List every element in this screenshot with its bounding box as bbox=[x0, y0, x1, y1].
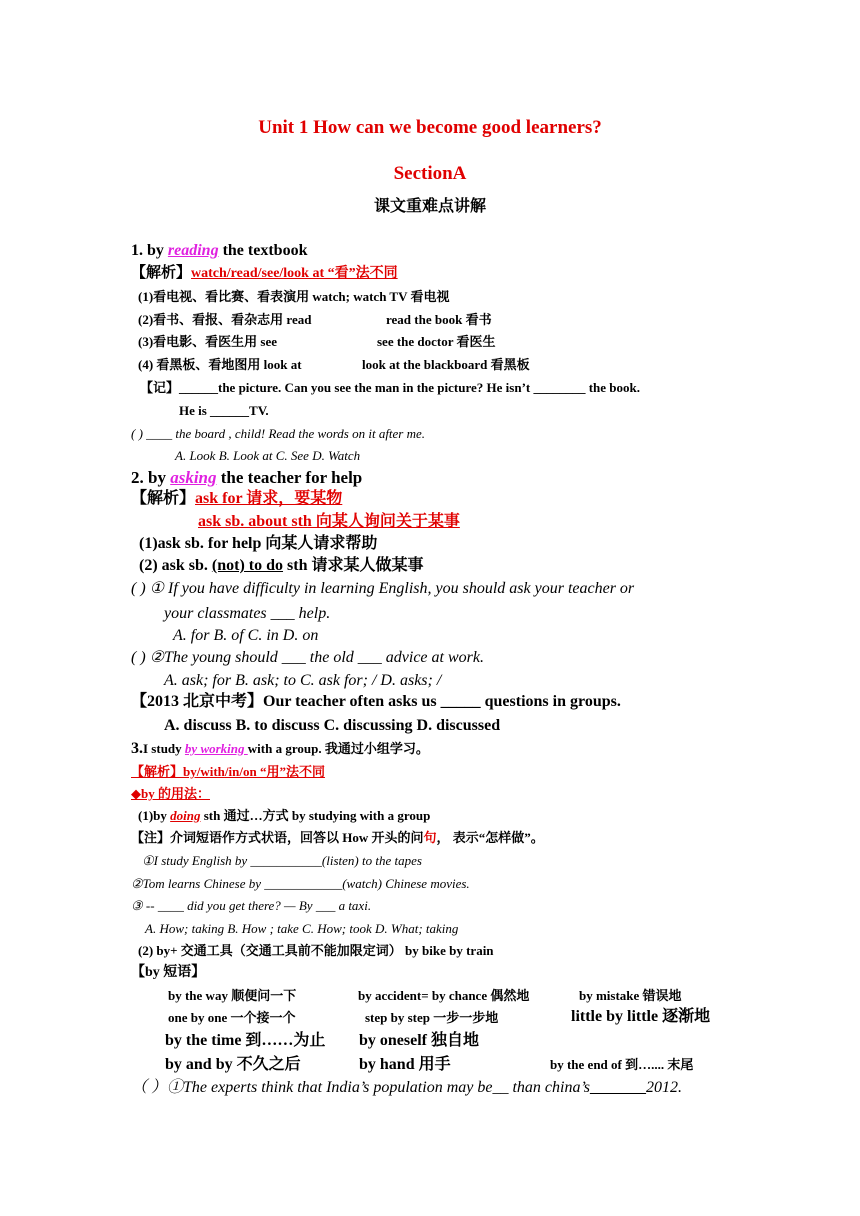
point-2-question-1-cont: your classmates ___ help. bbox=[164, 605, 331, 622]
point-3-analysis: 【解析】by/with/in/on “用”法不同 bbox=[131, 764, 325, 779]
section-title: SectionA bbox=[393, 163, 467, 184]
point-3-exercise-3: ③ -- ____ did you get there? — By ___ a taxi. bbox=[131, 898, 372, 913]
point-1-line-4: (4) 看黑板、看地图用 look at bbox=[138, 357, 302, 372]
point-2-analysis-2: ask sb. about sth 向某人询问关于某事 bbox=[198, 513, 460, 530]
point-3-exercise-1: ①I study English by ___________(listen) to the tapes bbox=[142, 853, 422, 868]
point-2-line-2: (2) ask sb. (not) to do sth 请求某人做某事 bbox=[139, 557, 424, 574]
point-2-question-2: ( ) ②The young should ___ the old ___ advice at work. bbox=[131, 649, 484, 666]
point-1-question: ( ) ____ the board , child! Read the words on it after me. bbox=[131, 426, 426, 441]
phrase-one-by-one: one by one 一个接一个 bbox=[168, 1010, 296, 1025]
page-title: Unit 1 How can we become good learners? bbox=[258, 117, 602, 138]
phrase-by-the-way: by the way 顺便问一下 bbox=[168, 988, 297, 1003]
point-1-heading: 1. by reading the textbook bbox=[131, 242, 308, 259]
point-1-analysis: 【解析】watch/read/see/look at “看”法不同 bbox=[131, 265, 398, 281]
point-3-note: 【注】介词短语作方式状语，回答以 How 开头的问句， 表示“怎样做”。 bbox=[131, 830, 544, 845]
point-2-question-2-options: A. ask; for B. ask; to C. ask for; / D. asks; / bbox=[164, 672, 442, 689]
point-3-exercise-3-options: A. How; taking B. How ; take C. How; took D. What; taking bbox=[145, 921, 459, 936]
point-1-line-1: (1)看电视、看比赛、看表演用 watch; watch TV 看电视 bbox=[138, 289, 450, 304]
phrase-by-hand: by hand 用手 bbox=[359, 1056, 451, 1073]
point-2-question-1: ( ) ① If you have difficulty in learning English, you should ask your teacher or bbox=[131, 580, 635, 597]
point-1-line-2-example: read the book 看书 bbox=[386, 312, 492, 327]
phrase-by-accident: by accident= by chance 偶然地 bbox=[358, 988, 530, 1003]
point-3-keyword: by working bbox=[184, 741, 248, 756]
phrase-by-oneself: by oneself 独自地 bbox=[359, 1032, 480, 1049]
point-1-keyword: reading bbox=[167, 242, 219, 259]
point-1-memo: 【记】______the picture. Can you see the man in the picture? He isn’t ________ the book. bbox=[140, 380, 641, 395]
point-2-analysis: 【解析】ask for 请求，要某物 bbox=[131, 490, 343, 507]
point-3-question: （ ）①The experts think that India’s population may be__ than china’s_______2012. bbox=[131, 1079, 682, 1096]
point-2-beijing-options: A. discuss B. to discuss C. discussing D. discussed bbox=[164, 717, 501, 734]
point-1-line-3-example: see the doctor 看医生 bbox=[377, 334, 496, 349]
page-subtitle: 课文重难点讲解 bbox=[373, 198, 486, 215]
point-2-keyword: asking bbox=[170, 468, 217, 487]
point-2-question-1-options: A. for B. of C. in D. on bbox=[173, 627, 319, 644]
point-1-line-2: (2)看书、看报、看杂志用 read bbox=[138, 312, 312, 327]
point-3-exercise-2: ②Tom learns Chinese by ____________(watch) Chinese movies. bbox=[131, 876, 470, 891]
phrase-little-by-little: little by little 逐渐地 bbox=[571, 1008, 711, 1025]
point-3-line-2: (2) by+ 交通工具（交通工具前不能加限定词） by bike by train bbox=[138, 943, 494, 958]
point-1-line-3: (3)看电影、看医生用 see bbox=[138, 334, 278, 349]
point-3-usage-title: ◆by 的用法： bbox=[131, 786, 210, 801]
point-2-heading: 2. by asking the teacher for help bbox=[131, 468, 363, 487]
point-1-memo-2: He is ______TV. bbox=[179, 403, 269, 418]
point-1-line-4-example: look at the blackboard 看黑板 bbox=[362, 357, 530, 372]
point-3-heading: 3.I study by working with a group. 我通过小组学习。 bbox=[131, 740, 429, 757]
phrase-by-the-time: by the time 到……为止 bbox=[165, 1032, 326, 1049]
phrase-by-mistake: by mistake 错误地 bbox=[579, 988, 682, 1003]
phrase-by-and-by: by and by 不久之后 bbox=[165, 1056, 301, 1073]
phrase-by-the-end-of: by the end of 到….... 末尾 bbox=[550, 1057, 694, 1072]
point-3-phrases-title: 【by 短语】 bbox=[131, 965, 206, 980]
point-2-line-1: (1)ask sb. for help 向某人请求帮助 bbox=[139, 535, 378, 552]
point-3-line-1: (1)by doing sth 通过…方式 by studying with a group bbox=[138, 808, 431, 823]
phrase-step-by-step: step by step 一步一步地 bbox=[365, 1010, 499, 1025]
point-2-beijing-question: 【2013 北京中考】Our teacher often asks us _____ questions in groups. bbox=[131, 693, 621, 710]
point-1-options: A. Look B. Look at C. See D. Watch bbox=[175, 448, 361, 463]
